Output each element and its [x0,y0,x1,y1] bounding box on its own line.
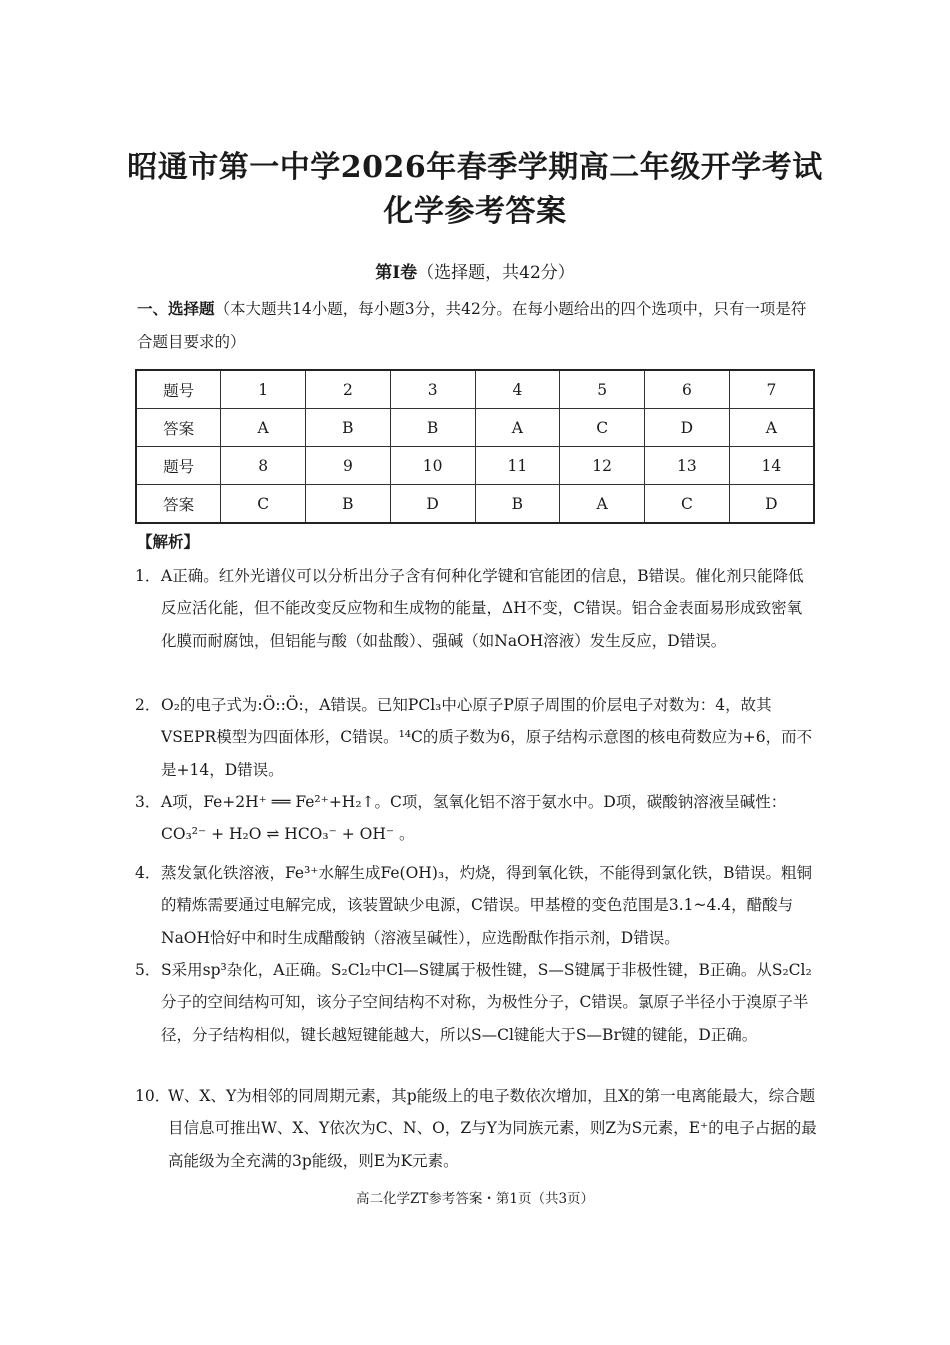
section-intro [137,293,817,358]
answer-cell: D [645,409,730,447]
answer-cell: B [306,409,391,447]
question-number: 13 [645,447,730,485]
question-number: 10 [390,447,475,485]
item-text: W、X、Y为相邻的同周期元素，其p能级上的电子数依次增加，且X的第一电离能最大，综合题目信息可推出W、X、Y依次为C、N、O，Z与Y为同族元素，则Z为S元素，E⁺的电子占据的最高能级为全充满的3p能级，则E为K元素。 [168,1087,817,1170]
row-label: 答案 [136,409,221,447]
analysis-item-5 [135,954,817,1051]
item-number: 1． [135,567,161,585]
item-number: 5． [135,961,161,979]
question-number: 4 [475,370,560,409]
question-number: 11 [475,447,560,485]
answer-cell: C [221,485,306,524]
answer-cell: A [560,485,645,524]
item-text: O₂的电子式为:Ö::Ö:，A错误。已知PCl₃中心原子P原子周围的价层电子对数为：4，故其VSEPR模型为四面体形，C错误。¹⁴C的质子数为6，原子结构示意图的核电荷数应为+6，而不是+14，D错误。 [161,696,813,779]
document-subtitle: 化学参考答案 [383,194,567,229]
volume-heading [0,258,950,283]
analysis-item-3 [135,786,817,851]
answer-cell: B [390,409,475,447]
row-label: 题号 [136,370,221,409]
question-number: 12 [560,447,645,485]
answer-cell: D [729,485,814,524]
item-number: 10． [135,1087,171,1105]
volume-label: 第Ⅰ卷 [375,263,418,283]
document-title: 昭通市第一中学2026年春季学期高二年级开学考试 [127,150,823,185]
item-text: A正确。红外光谱仪可以分析出分子含有何种化学键和官能团的信息，B错误。催化剂只能降低反应活化能，但不能改变反应物和生成物的能量，ΔH不变，C错误。铝合金表面易形成致密氧化膜而耐腐蚀，但铝能与酸（如盐酸）、强碱（如NaOH溶液）发生反应，D错误。 [161,567,804,650]
analysis-heading: 【解析】 [137,532,200,551]
row-label: 题号 [136,447,221,485]
table-row [136,485,814,524]
item-text: A项，Fe+2H⁺ ══ Fe²⁺+H₂↑。C项，氢氧化铝不溶于氨水中。D项，碳酸钠溶液呈碱性：CO₃²⁻ + H₂O ⇌ HCO₃⁻ + OH⁻ 。 [161,793,787,844]
question-number: 9 [306,447,391,485]
section-description: （本大题共14小题，每小题3分，共42分。在每小题给出的四个选项中，只有一项是符合题目要求的） [137,300,807,351]
answer-cell: C [645,485,730,524]
answer-cell: C [560,409,645,447]
item-number: 4． [135,864,161,882]
answer-cell: A [221,409,306,447]
answer-cell: B [306,485,391,524]
answer-table [135,369,815,524]
question-number: 2 [306,370,391,409]
table-row [136,370,814,409]
volume-note: （选择题，共42分） [417,263,575,283]
question-number: 7 [729,370,814,409]
section-lead: 一、选择题 [137,299,215,318]
answer-cell: D [390,485,475,524]
question-number: 5 [560,370,645,409]
row-label: 答案 [136,485,221,524]
analysis-item-2 [135,689,817,786]
analysis-item-10 [135,1080,817,1177]
item-number: 2． [135,696,161,714]
question-number: 3 [390,370,475,409]
analysis-item-1 [135,560,817,657]
item-text: S采用sp³杂化，A正确。S₂Cl₂中Cl—S键属于极性键，S—S键属于非极性键，B正确。从S₂Cl₂分子的空间结构可知，该分子空间结构不对称，为极性分子，C错误。氯原子半径小于溴原子半径，分子结构相似，键长越短键能越大，所以S—Cl键能大于S—Br键的键能，D正确。 [161,961,812,1044]
page-footer: 高二化学ZT参考答案・第1页（共3页） [355,1191,595,1207]
question-number: 8 [221,447,306,485]
question-number: 1 [221,370,306,409]
table-row [136,409,814,447]
answer-cell: B [475,485,560,524]
answer-cell: A [729,409,814,447]
question-number: 14 [729,447,814,485]
analysis-item-4 [135,857,817,954]
item-number: 3． [135,793,161,811]
item-text: 蒸发氯化铁溶液，Fe³⁺水解生成Fe(OH)₃，灼烧，得到氧化铁，不能得到氯化铁，B错误。粗铜的精炼需要通过电解完成，该装置缺少电源，C错误。甲基橙的变色范围是3.1~4.4，醋酸与NaOH恰好中和时生成醋酸钠（溶液呈碱性），应选酚酞作指示剂，D错误。 [161,864,812,947]
answer-cell: A [475,409,560,447]
question-number: 6 [645,370,730,409]
table-row [136,447,814,485]
